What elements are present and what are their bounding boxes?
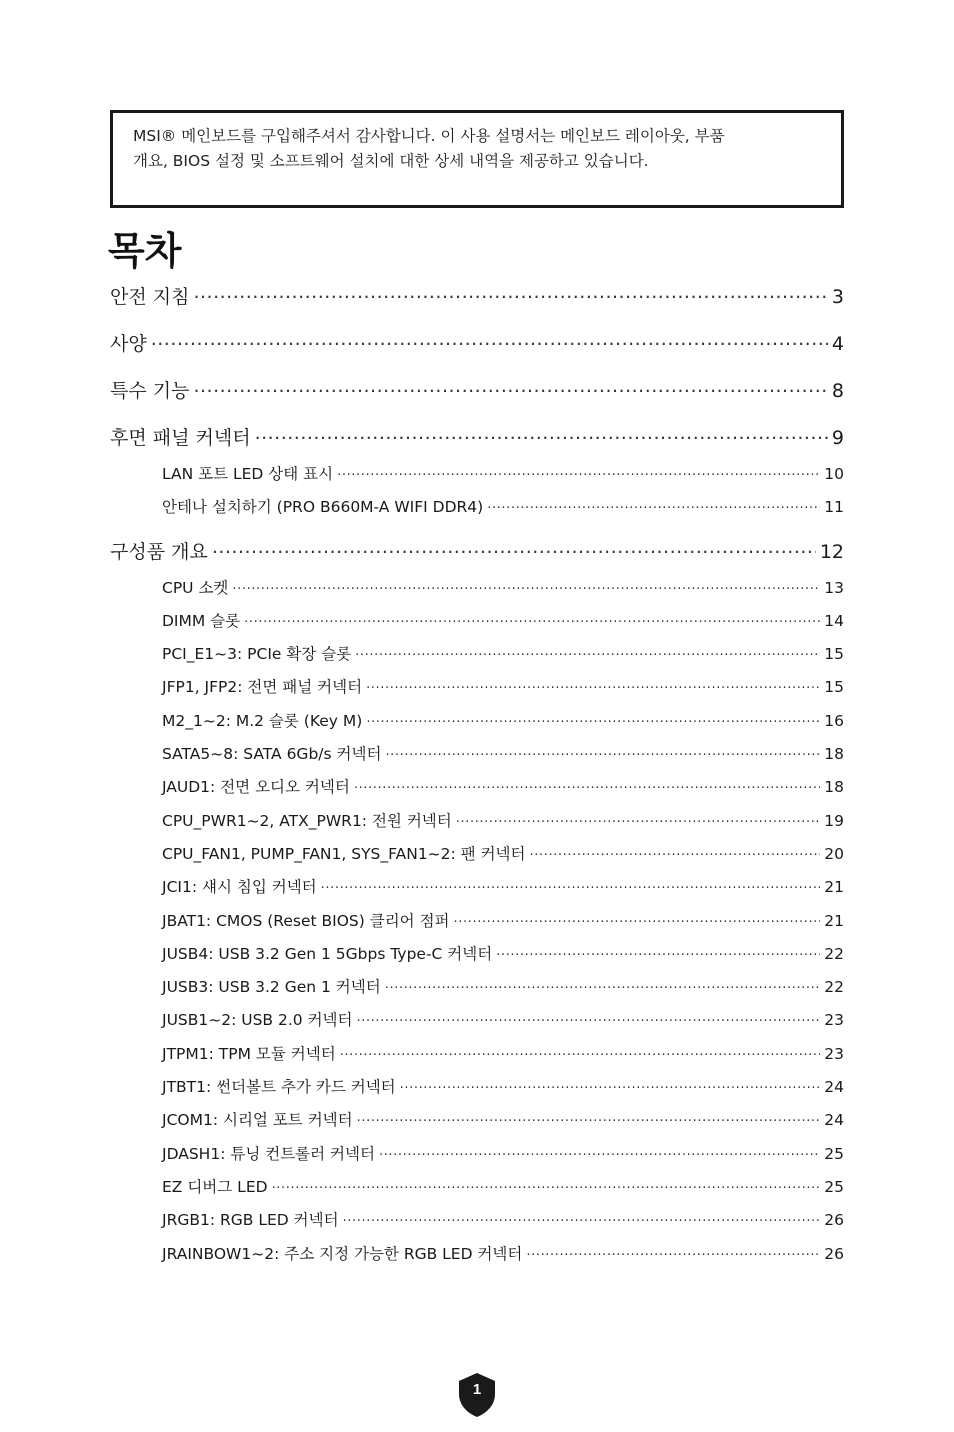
toc-entry-title: JTPM1: TPM 모듈 커넥터 xyxy=(162,1044,336,1063)
toc-entry-page: 25 xyxy=(824,1177,844,1196)
toc-dot-leader xyxy=(357,1110,821,1126)
toc-entry-page: 18 xyxy=(824,778,844,797)
toc-dot-leader xyxy=(496,943,820,959)
toc-entry-title: 사양 xyxy=(110,333,147,355)
page-number: 1 xyxy=(472,1381,482,1398)
toc-subsection-entry[interactable] xyxy=(110,742,844,775)
toc-section-entry[interactable] xyxy=(110,282,844,321)
toc-dot-leader xyxy=(343,1210,821,1226)
toc-subsection-entry[interactable] xyxy=(110,1008,844,1041)
toc-entry-page: 26 xyxy=(824,1244,844,1263)
toc-subsection-entry[interactable] xyxy=(110,1108,844,1141)
toc-entry-title: PCI_E1~3: PCIe 확장 슬롯 xyxy=(162,645,352,664)
toc-entry-page: 16 xyxy=(824,711,844,730)
intro-box xyxy=(110,110,844,208)
toc-subsection-entry[interactable] xyxy=(110,1242,844,1275)
toc-entry-title: JTBT1: 썬더볼트 추가 카드 커넥터 xyxy=(162,1078,396,1097)
toc-dot-leader xyxy=(530,843,821,859)
toc-subsection-entry[interactable] xyxy=(110,1075,844,1108)
toc-entry-title: DIMM 슬롯 xyxy=(162,611,241,630)
toc-entry-page: 22 xyxy=(824,944,844,963)
toc-subsection-entry[interactable] xyxy=(110,576,844,609)
toc-entry-page: 10 xyxy=(824,465,844,483)
toc-entry-page: 24 xyxy=(824,1111,844,1130)
toc-entry-title: JRGB1: RGB LED 커넥터 xyxy=(162,1211,339,1230)
toc-subsection-entry[interactable] xyxy=(110,495,844,528)
toc-entry-page: 18 xyxy=(824,745,844,764)
toc-subsection-entry[interactable] xyxy=(110,775,844,808)
toc-entry-page: 21 xyxy=(824,878,844,897)
toc-dot-leader xyxy=(340,1043,821,1059)
toc-entry-title: 구성품 개요 xyxy=(110,540,208,563)
toc-dot-leader xyxy=(244,610,820,626)
toc-entry-page: 25 xyxy=(824,1144,844,1163)
toc-section-entry[interactable] xyxy=(110,415,844,462)
toc-dot-leader xyxy=(487,497,820,513)
toc-entry-page: 13 xyxy=(824,578,844,597)
toc-entry-page: 4 xyxy=(831,333,844,355)
toc-section-entry[interactable] xyxy=(110,368,844,415)
toc-subsection-entry[interactable] xyxy=(110,809,844,842)
toc-entry-title: JRAINBOW1~2: 주소 지정 가능한 RGB LED 커넥터 xyxy=(162,1244,523,1263)
toc-dot-leader xyxy=(212,539,816,558)
intro-text-line-1: MSI® 메인보드를 구입해주셔서 감사합니다. 이 사용 설명서는 메인보드 레이아웃, 부품 xyxy=(133,127,725,145)
toc-subsection-entry[interactable] xyxy=(110,1042,844,1075)
toc-entry-title: SATA5~8: SATA 6Gb/s 커넥터 xyxy=(162,745,382,764)
toc-entry-title: JAUD1: 전면 오디오 커넥터 xyxy=(162,778,350,797)
toc-dot-leader xyxy=(354,777,820,793)
toc-subsection-entry[interactable] xyxy=(110,675,844,708)
toc-entry-title: JCI1: 섀시 침입 커넥터 xyxy=(162,878,317,897)
toc-entry-page: 11 xyxy=(824,498,844,517)
toc-dot-leader xyxy=(321,877,821,893)
toc-subsection-entry[interactable] xyxy=(110,942,844,975)
toc-entry-page: 26 xyxy=(824,1211,844,1230)
toc-subsection-entry[interactable] xyxy=(110,842,844,875)
toc-entry-title: 안전 지침 xyxy=(110,286,190,308)
toc-subsection-entry[interactable] xyxy=(110,1142,844,1175)
toc-entry-title: 특수 기능 xyxy=(110,380,190,402)
toc-dot-leader xyxy=(366,710,820,726)
toc-dot-leader xyxy=(385,977,821,993)
toc-dot-leader xyxy=(366,677,820,693)
toc-subsection-entry[interactable] xyxy=(110,609,844,642)
toc-entry-title: LAN 포트 LED 상태 표시 xyxy=(162,465,334,483)
toc-entry-page: 15 xyxy=(824,678,844,697)
toc-dot-leader xyxy=(151,331,828,350)
toc-entry-title: JUSB1~2: USB 2.0 커넥터 xyxy=(162,1011,353,1030)
toc-entry-page: 19 xyxy=(824,811,844,830)
intro-text-line-2: 개요, BIOS 설정 및 소프트웨어 설치에 대한 상세 내역을 제공하고 있습니다. xyxy=(133,152,649,170)
toc-dot-leader xyxy=(232,577,820,593)
toc-dot-leader xyxy=(355,644,820,660)
toc-entry-page: 12 xyxy=(819,540,844,563)
toc-entry-page: 21 xyxy=(824,911,844,930)
page-number-badge xyxy=(458,1372,496,1418)
toc-dot-leader xyxy=(400,1077,821,1093)
toc-subsection-entry[interactable] xyxy=(110,1175,844,1208)
toc-dot-leader xyxy=(385,744,820,760)
toc-entry-page: 3 xyxy=(831,286,844,308)
toc-entry-title: 안테나 설치하기 (PRO B660M-A WIFI DDR4) xyxy=(162,498,484,517)
toc-entry-title: JCOM1: 시리얼 포트 커넥터 xyxy=(162,1111,353,1130)
toc-subsection-entry[interactable] xyxy=(110,909,844,942)
toc-subsection-entry[interactable] xyxy=(110,462,844,495)
toc-subsection-entry[interactable] xyxy=(110,642,844,675)
toc-subsection-entry[interactable] xyxy=(110,1208,844,1241)
toc-dot-leader xyxy=(456,810,821,826)
toc-subsection-entry[interactable] xyxy=(110,875,844,908)
toc-entry-title: CPU_FAN1, PUMP_FAN1, SYS_FAN1~2: 팬 커넥터 xyxy=(162,844,526,863)
toc-dot-leader xyxy=(193,378,827,397)
toc-dot-leader xyxy=(272,1176,821,1192)
toc-dot-leader xyxy=(193,284,827,303)
toc-entry-title: JDASH1: 튜닝 컨트롤러 커넥터 xyxy=(162,1144,375,1163)
toc-dot-leader xyxy=(454,910,821,926)
toc-subsection-entry[interactable] xyxy=(110,709,844,742)
toc-entry-title: JUSB3: USB 3.2 Gen 1 커넥터 xyxy=(162,978,381,997)
toc-heading: 목차 xyxy=(108,229,182,273)
toc-entry-title: M2_1~2: M.2 슬롯 (Key M) xyxy=(162,711,363,730)
toc-section-entry[interactable] xyxy=(110,321,844,368)
toc-entry-title: 후면 패널 커넥터 xyxy=(110,427,251,449)
toc-entry-page: 9 xyxy=(831,427,844,449)
toc-dot-leader xyxy=(357,1010,821,1026)
toc-entry-page: 23 xyxy=(824,1011,844,1030)
toc-entry-page: 14 xyxy=(824,611,844,630)
toc-entry-title: JFP1, JFP2: 전면 패널 커넥터 xyxy=(162,678,363,697)
toc-entry-page: 20 xyxy=(824,844,844,863)
toc-subsection-entry[interactable] xyxy=(110,975,844,1008)
toc-entry-title: CPU_PWR1~2, ATX_PWR1: 전원 커넥터 xyxy=(162,811,452,830)
toc-entry-title: EZ 디버그 LED xyxy=(162,1177,268,1196)
toc-entry-page: 8 xyxy=(831,380,844,402)
toc-entry-page: 15 xyxy=(824,645,844,664)
toc-entry-title: JBAT1: CMOS (Reset BIOS) 클리어 점퍼 xyxy=(162,911,450,930)
toc-dot-leader xyxy=(255,425,828,444)
toc-entry-title: CPU 소켓 xyxy=(162,578,229,597)
toc-entry-title: JUSB4: USB 3.2 Gen 1 5Gbps Type-C 커넥터 xyxy=(162,944,493,963)
toc-dot-leader xyxy=(379,1143,820,1159)
toc-entry-page: 22 xyxy=(824,978,844,997)
toc-dot-leader xyxy=(337,464,820,480)
toc-section-entry[interactable] xyxy=(110,529,844,576)
table-of-contents xyxy=(110,282,844,1275)
toc-entry-page: 23 xyxy=(824,1044,844,1063)
toc-dot-leader xyxy=(526,1243,820,1259)
toc-entry-page: 24 xyxy=(824,1078,844,1097)
